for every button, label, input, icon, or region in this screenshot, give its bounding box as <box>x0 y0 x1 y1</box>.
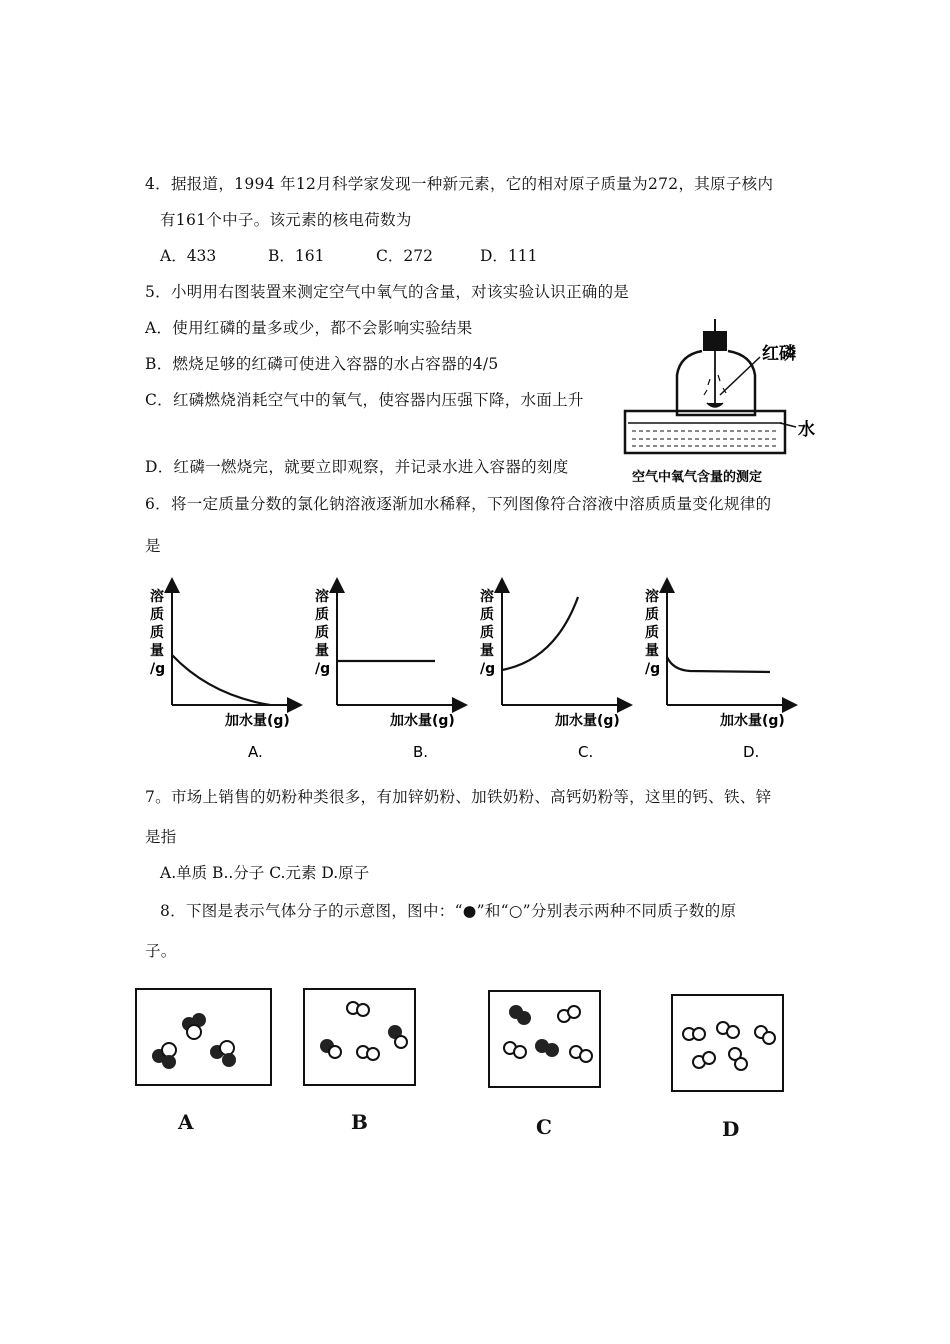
q4-option-b: B．161 <box>268 247 325 265</box>
graph-curve <box>502 597 578 670</box>
q4-option-a: A．433 <box>160 247 217 265</box>
graph-letter: D. <box>743 743 760 761</box>
y-axis-label-char: /g <box>150 661 166 677</box>
q6-stem-line2: 是 <box>145 537 161 555</box>
molecule-box-b <box>303 988 416 1086</box>
y-axis-label-char: 溶 <box>480 589 494 605</box>
q5-option-d: D．红磷一燃烧完，就要立即观察，并记录水进入容器的刻度 <box>145 458 569 476</box>
box-letter-c: C <box>536 1115 552 1139</box>
oxygen-apparatus-figure <box>620 315 820 490</box>
q6-stem-line1: 6．将一定质量分数的氯化钠溶液逐渐加水稀释，下列图像符合溶液中溶质质量变化规律的 <box>145 495 772 513</box>
graph-letter: C. <box>578 743 594 761</box>
y-axis-label-char: /g <box>480 661 496 677</box>
box-letter-d: D <box>722 1117 740 1141</box>
y-axis-label-char: 溶 <box>150 589 164 605</box>
graph-curve <box>667 657 770 672</box>
figure-caption: 空气中氧气含量的测定 <box>632 470 763 485</box>
y-axis-label-char: 质 <box>480 625 494 641</box>
q7-stem-line2: 是指 <box>145 828 177 846</box>
y-axis-label-char: 量 <box>480 643 494 659</box>
q4-stem-line1: 4．据报道，1994 年12月科学家发现一种新元素，它的相对原子质量为272，其原子核内 <box>145 175 774 193</box>
molecules-c <box>490 992 598 1085</box>
molecules-d <box>673 996 781 1089</box>
q8-stem-line1: 8．下图是表示气体分子的示意图，图中：“●”和“○”分别表示两种不同质子数的原 <box>160 902 737 920</box>
y-axis-label-char: /g <box>315 661 331 677</box>
q5-option-c: C．红磷燃烧消耗空气中的氧气，使容器内压强下降，水面上升 <box>145 391 584 409</box>
box-letter-a: A <box>178 1110 194 1134</box>
q4-stem-line2: 有161个中子。该元素的核电荷数为 <box>160 211 412 229</box>
y-axis-label-char: 质 <box>645 607 659 623</box>
molecule-box-a <box>135 988 272 1086</box>
y-axis-label-char: 量 <box>150 643 164 659</box>
y-axis-label-char: 量 <box>645 643 659 659</box>
molecule-box-d <box>671 994 784 1092</box>
y-axis-label-char: 质 <box>150 625 164 641</box>
graph-d <box>645 585 790 761</box>
y-axis-label-char: 溶 <box>645 589 659 605</box>
q6-graphs <box>140 575 820 775</box>
graph-c <box>480 585 625 761</box>
q8-stem-line2: 子。 <box>145 942 177 960</box>
y-axis-label-char: 量 <box>315 643 329 659</box>
graph-letter: A. <box>248 743 263 761</box>
box-letter-b: B <box>351 1110 368 1134</box>
y-axis-label-char: 质 <box>315 625 329 641</box>
q7-stem-line1: 7。市场上销售的奶粉种类很多，有加锌奶粉、加铁奶粉、高钙奶粉等，这里的钙、铁、锌 <box>145 788 772 806</box>
q5-stem: 5．小明用右图装置来测定空气中氧气的含量，对该实验认识正确的是 <box>145 283 630 301</box>
molecules-b <box>305 990 413 1083</box>
q5-option-a: A．使用红磷的量多或少，都不会影响实验结果 <box>145 319 473 337</box>
graph-a <box>150 585 295 761</box>
x-axis-label: 加水量(g) <box>225 713 290 729</box>
label-red-phosphorus: 红磷 <box>762 344 796 364</box>
y-axis-label-char: 质 <box>645 625 659 641</box>
label-water: 水 <box>798 420 815 440</box>
graph-letter: B. <box>413 743 429 761</box>
q4-option-d: D．111 <box>480 247 538 265</box>
q7-options: A.单质 B..分子 C.元素 D.原子 <box>160 864 370 882</box>
graph-curve <box>172 655 270 705</box>
molecules-a <box>137 990 269 1083</box>
y-axis-label-char: 质 <box>480 607 494 623</box>
molecule-box-c <box>488 990 601 1088</box>
q4-option-c: C．272 <box>376 247 433 265</box>
graph-b <box>315 585 460 761</box>
x-axis-label: 加水量(g) <box>720 713 785 729</box>
x-axis-label: 加水量(g) <box>390 713 455 729</box>
y-axis-label-char: 质 <box>150 607 164 623</box>
y-axis-label-char: 质 <box>315 607 329 623</box>
y-axis-label-char: 溶 <box>315 589 329 605</box>
q5-option-b: B．燃烧足够的红磷可使进入容器的水占容器的4/5 <box>145 355 499 373</box>
y-axis-label-char: /g <box>645 661 661 677</box>
x-axis-label: 加水量(g) <box>555 713 620 729</box>
